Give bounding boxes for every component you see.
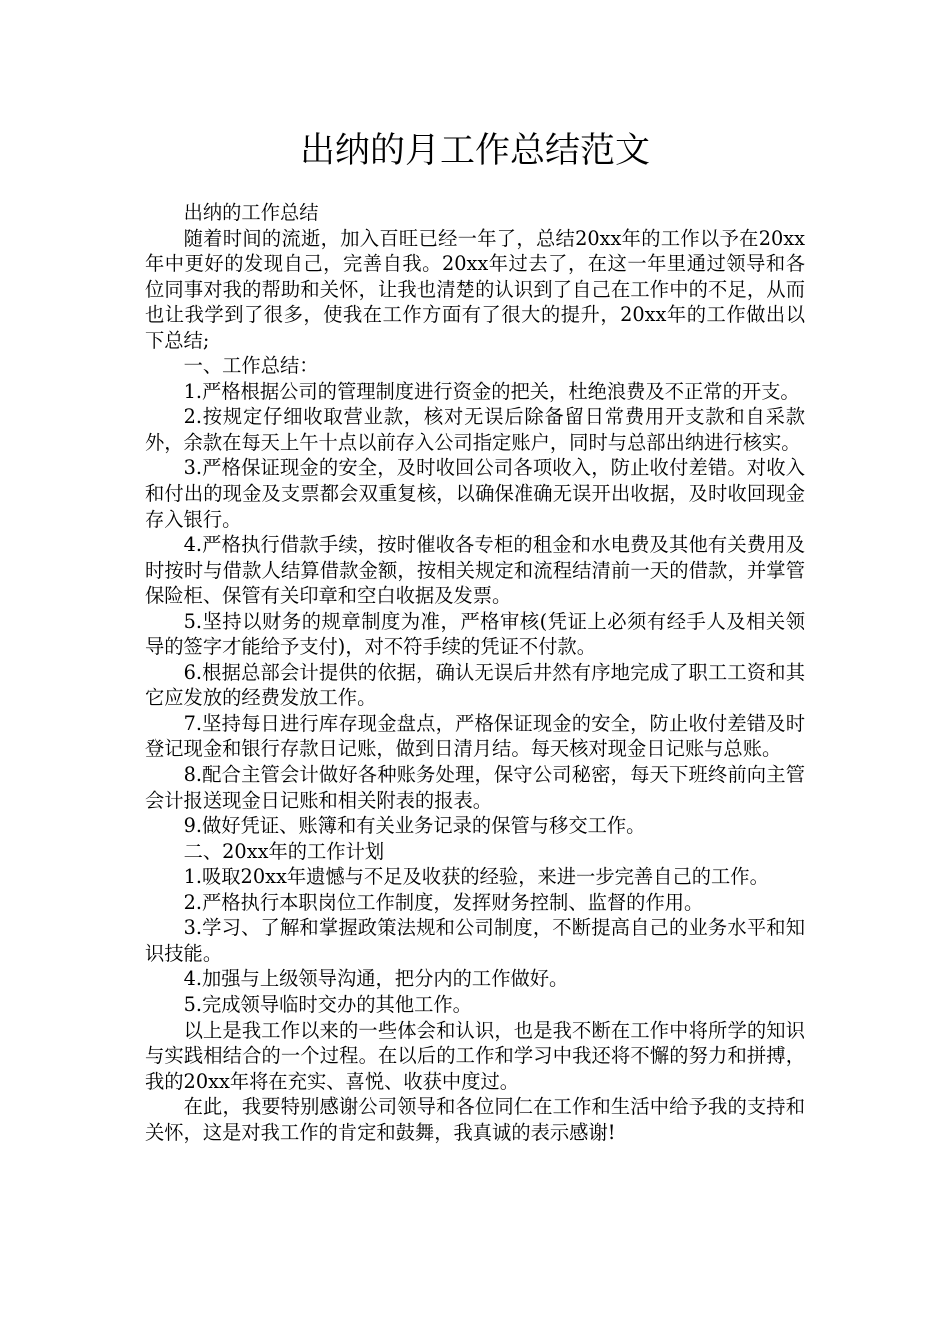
summary-item-3: 3.严格保证现金的安全，及时收回公司各项收入，防止收付差错。对收入和付出的现金及支票都会双重复核，以确保准确无误开出收据，及时收回现金存入银行。	[145, 456, 805, 531]
document-title: 出纳的月工作总结范文	[299, 131, 650, 171]
summary-item-1: 1.严格根据公司的管理制度进行资金的把关，杜绝浪费及不正常的开支。	[183, 379, 800, 403]
paragraph-intro: 随着时间的流逝，加入百旺已经一年了，总结20xx年的工作以予在20xx年中更好的发现自己，完善自我。20xx年过去了，在这一年里通过领导和各位同事对我的帮助和关怀，让我也清楚的认识到了自己在工作中的不足，从而也让我学到了很多，使我在工作方面有了很大的提升，20xx年的工作做出以下总结;	[145, 226, 805, 352]
paragraph-conclusion: 以上是我工作以来的一些体会和认识，也是我不断在工作中将所学的知识与实践相结合的一个过程。在以后的工作和学习中我还将不懈的努力和拼搏，我的20xx年将在充实、喜悦、收获中度过。	[145, 1018, 805, 1093]
plan-item-2: 2.严格执行本职岗位工作制度，发挥财务控制、监督的作用。	[183, 890, 704, 914]
plan-item-4: 4.加强与上级领导沟通，把分内的工作做好。	[183, 967, 569, 991]
summary-item-4: 4.严格执行借款手续，按时催收各专柜的租金和水电费及其他有关费用及时按时与借款人结算借款金额，按相关规定和流程结清前一天的借款，并掌管保险柜、保管有关印章和空白收据及发票。	[145, 533, 805, 608]
summary-item-8: 8.配合主管会计做好各种账务处理，保守公司秘密，每天下班终前向主管会计报送现金日记账和相关附表的报表。	[145, 763, 805, 812]
paragraph-subtitle: 出纳的工作总结	[183, 201, 319, 224]
document-body	[145, 200, 805, 1145]
summary-item-6: 6.根据总部会计提供的依据，确认无误后井然有序地完成了职工工资和其它应发放的经费发放工作。	[145, 660, 805, 710]
summary-item-7: 7.坚持每日进行库存现金盘点，严格保证现金的安全，防止收付差错及时登记现金和银行存款日记账，做到日清月结。每天核对现金日记账与总账。	[145, 711, 805, 761]
plan-item-3: 3.学习、了解和掌握政策法规和公司制度，不断提高自己的业务水平和知识技能。	[145, 916, 805, 965]
summary-item-9: 9.做好凭证、账簿和有关业务记录的保管与移交工作。	[183, 814, 646, 838]
section-heading-summary: 一、工作总结：	[183, 354, 319, 378]
summary-item-2: 2.按规定仔细收取营业款，核对无误后除备留日常费用开支款和自采款外，余款在每天上午十点以前存入公司指定账户，同时与总部出纳进行核实。	[145, 405, 805, 454]
paragraph-thanks: 在此，我要特别感谢公司领导和各位同仁在工作和生活中给予我的支持和关怀，这是对我工作的肯定和鼓舞，我真诚的表示感谢!	[145, 1095, 805, 1144]
summary-item-5: 5.坚持以财务的规章制度为准，严格审核(凭证上必须有经手人及相关领导的签字才能给予支付)，对不符手续的凭证不付款。	[145, 609, 805, 659]
section-heading-plan: 二、20xx年的工作计划	[183, 839, 385, 863]
plan-item-1: 1.吸取20xx年遗憾与不足及收获的经验，来进一步完善自己的工作。	[183, 865, 769, 889]
plan-item-5: 5.完成领导临时交办的其他工作。	[183, 992, 472, 1016]
